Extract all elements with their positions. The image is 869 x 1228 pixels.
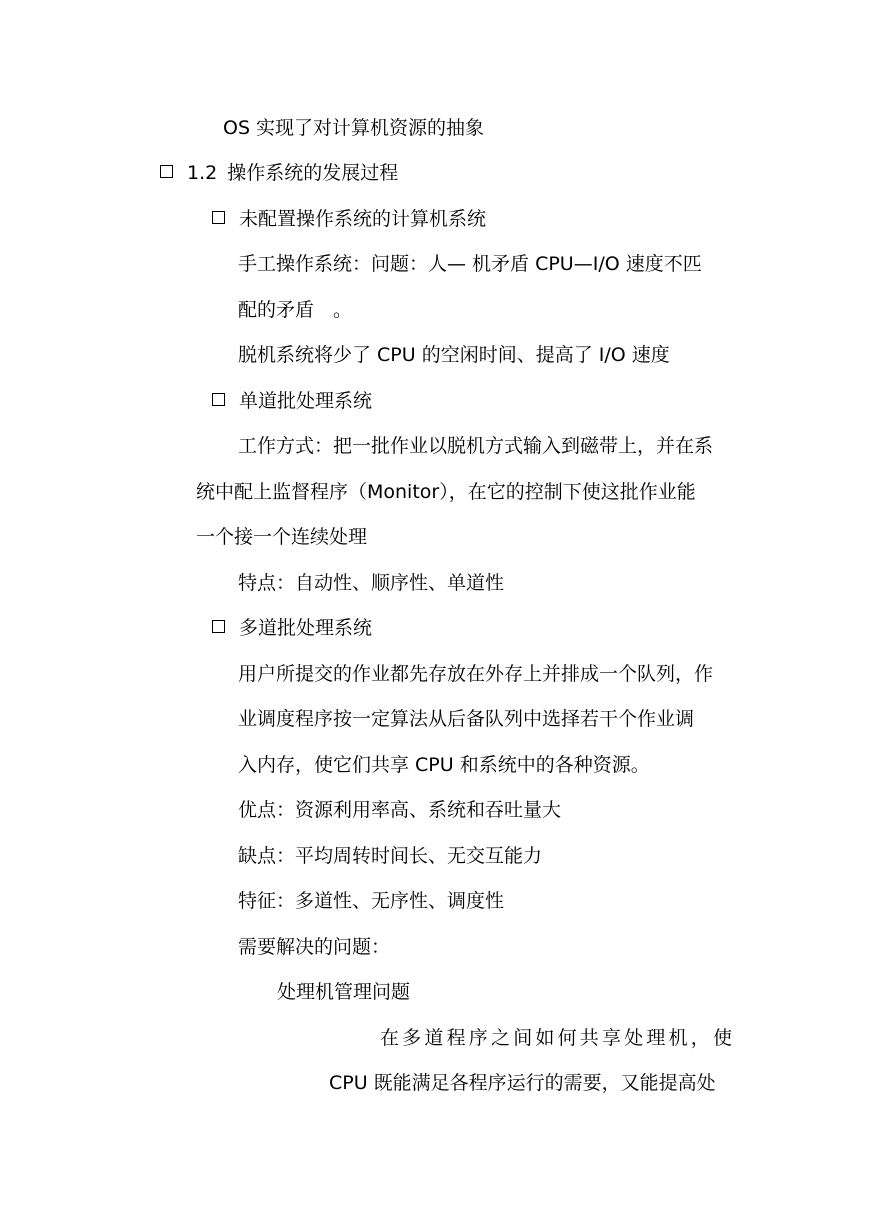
checkbox-icon bbox=[160, 165, 173, 178]
multi-batch-line-1: 用户所提交的作业都先存放在外存上并排成一个队列，作 bbox=[238, 663, 714, 685]
subsection-title: 单道批处理系统 bbox=[239, 390, 373, 412]
subsection-heading-2 bbox=[212, 388, 372, 414]
checkbox-icon bbox=[212, 620, 225, 633]
checkbox-icon bbox=[212, 393, 225, 406]
subsection-heading-1 bbox=[212, 206, 486, 232]
subsection-heading-3 bbox=[212, 615, 372, 641]
section-heading bbox=[160, 160, 398, 186]
offline-system-line: 脱机系统将少了 CPU 的空闲时间、提高了 I/O 速度 bbox=[238, 344, 670, 366]
multi-batch-line-3: 入内存，使它们共享 CPU 和系统中的各种资源。 bbox=[238, 754, 650, 776]
problems-heading: 需要解决的问题： bbox=[238, 936, 391, 958]
processor-management-line-2: CPU 既能满足各程序运行的需要，又能提高处 bbox=[329, 1072, 716, 1094]
section-title: 操作系统的发展过程 bbox=[227, 162, 399, 184]
manual-system-line-1: 手工操作系统：问题：人— 机矛盾 CPU—I/O 速度不匹 bbox=[238, 253, 702, 275]
os-abstract-line: OS 实现了对计算机资源的抽象 bbox=[223, 117, 485, 139]
subsection-title: 多道批处理系统 bbox=[239, 617, 373, 639]
disadvantages-line: 缺点：平均周转时间长、无交互能力 bbox=[238, 845, 543, 867]
manual-system-line-2: 配的矛盾 。 bbox=[238, 299, 353, 321]
section-number: 1.2 bbox=[187, 162, 218, 184]
checkbox-icon bbox=[212, 211, 225, 224]
single-batch-features: 特点：自动性、顺序性、单道性 bbox=[238, 572, 505, 594]
work-mode-line-2: 统中配上监督程序（Monitor），在它的控制下使这批作业能 bbox=[196, 481, 696, 503]
work-mode-line-3: 一个接一个连续处理 bbox=[196, 526, 368, 548]
subsection-title: 未配置操作系统的计算机系统 bbox=[239, 208, 487, 230]
processor-management-heading: 处理机管理问题 bbox=[277, 981, 411, 1003]
advantages-line: 优点：资源利用率高、系统和吞吐量大 bbox=[238, 799, 562, 821]
multi-batch-line-2: 业调度程序按一定算法从后备队列中选择若干个作业调 bbox=[238, 708, 695, 730]
work-mode-line-1: 工作方式：把一批作业以脱机方式输入到磁带上，并在系 bbox=[238, 435, 714, 457]
characteristics-line: 特征：多道性、无序性、调度性 bbox=[238, 890, 505, 912]
processor-management-line-1: 在多道程序之间如何共享处理机，使 bbox=[380, 1027, 736, 1049]
